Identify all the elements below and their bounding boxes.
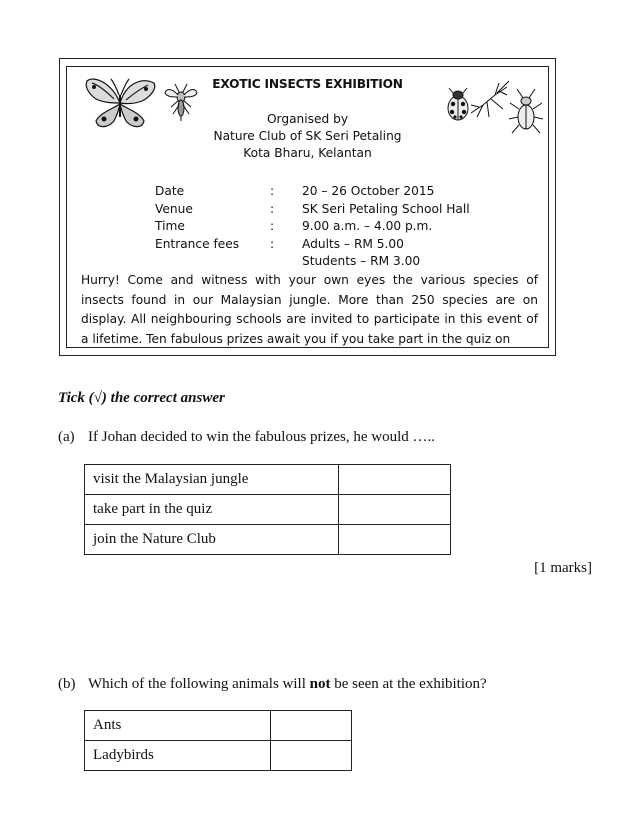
detail-label: Venue (155, 201, 193, 216)
beetle-icon (507, 87, 545, 135)
question-number: (b) (58, 676, 76, 692)
detail-separator: : (270, 201, 275, 216)
detail-separator (270, 253, 302, 271)
answer-table-b (84, 710, 352, 771)
question-text-part: be seen at the exhibition? (330, 676, 487, 692)
poster-title: EXOTIC INSECTS EXHIBITION (212, 77, 403, 91)
table-row (85, 465, 451, 495)
question-a (58, 429, 435, 446)
exhibition-poster (59, 58, 556, 356)
organiser-line: Nature Club of SK Seri Petaling (213, 129, 402, 143)
detail-value: Adults – RM 5.00 (302, 236, 404, 251)
question-text-part: Which of the following animals will (88, 676, 310, 692)
option-label: join the Nature Club (85, 525, 339, 555)
poster-inner-border (66, 66, 549, 348)
detail-row-time (155, 218, 522, 236)
organiser-line: Organised by (266, 112, 349, 126)
tick-box[interactable] (271, 741, 352, 771)
detail-separator: : (270, 219, 275, 233)
detail-value: 9.00 a.m. – 4.00 p.m. (302, 219, 433, 233)
tick-box[interactable] (271, 711, 352, 741)
detail-row-fees-students (155, 253, 522, 271)
answer-table-a (84, 464, 451, 555)
detail-row-fees (155, 236, 522, 254)
poster-blurb: Hurry! Come and witness with your own eyes the various species of insects found in our Malaysian jungle. More than 250 species are on display. All neighbouring schools are invited to participate in this event of a lifetime. Ten fabulous prizes await you if you take part in the quiz on (81, 273, 538, 346)
question-number: (a) (58, 429, 75, 445)
option-label: visit the Malaysian jungle (85, 465, 339, 495)
question-b (58, 676, 487, 693)
detail-label (155, 253, 270, 271)
question-text (88, 676, 487, 693)
organiser-line: Kota Bharu, Kelantan (243, 146, 372, 160)
mantis-icon (469, 79, 511, 123)
tick-box[interactable] (339, 525, 451, 555)
detail-value: 20 – 26 October 2015 (302, 184, 435, 198)
option-label: take part in the quiz (85, 495, 339, 525)
table-row (85, 711, 352, 741)
detail-value: SK Seri Petaling School Hall (302, 201, 470, 216)
detail-separator: : (270, 236, 275, 251)
detail-label: Date (155, 184, 185, 198)
table-row (85, 525, 451, 555)
tick-box[interactable] (339, 465, 451, 495)
detail-separator: : (270, 184, 275, 198)
question-emphasis: not (309, 676, 331, 692)
tick-box[interactable] (339, 495, 451, 525)
event-details (155, 183, 522, 271)
marks-label: [1 marks] (534, 560, 592, 576)
question-text: If Johan decided to win the fabulous prizes, he would ….. (88, 429, 435, 445)
instruction-text: Tick (√) the correct answer (58, 390, 225, 406)
ladybird-icon (445, 87, 471, 123)
table-row (85, 495, 451, 525)
detail-value: Students – RM 3.00 (302, 254, 421, 268)
detail-label: Time (155, 219, 185, 233)
detail-label: Entrance fees (155, 236, 240, 251)
option-label: Ladybirds (85, 741, 271, 771)
option-label: Ants (85, 711, 271, 741)
detail-row-date (155, 183, 522, 201)
table-row (85, 741, 352, 771)
detail-row-venue (155, 201, 522, 219)
